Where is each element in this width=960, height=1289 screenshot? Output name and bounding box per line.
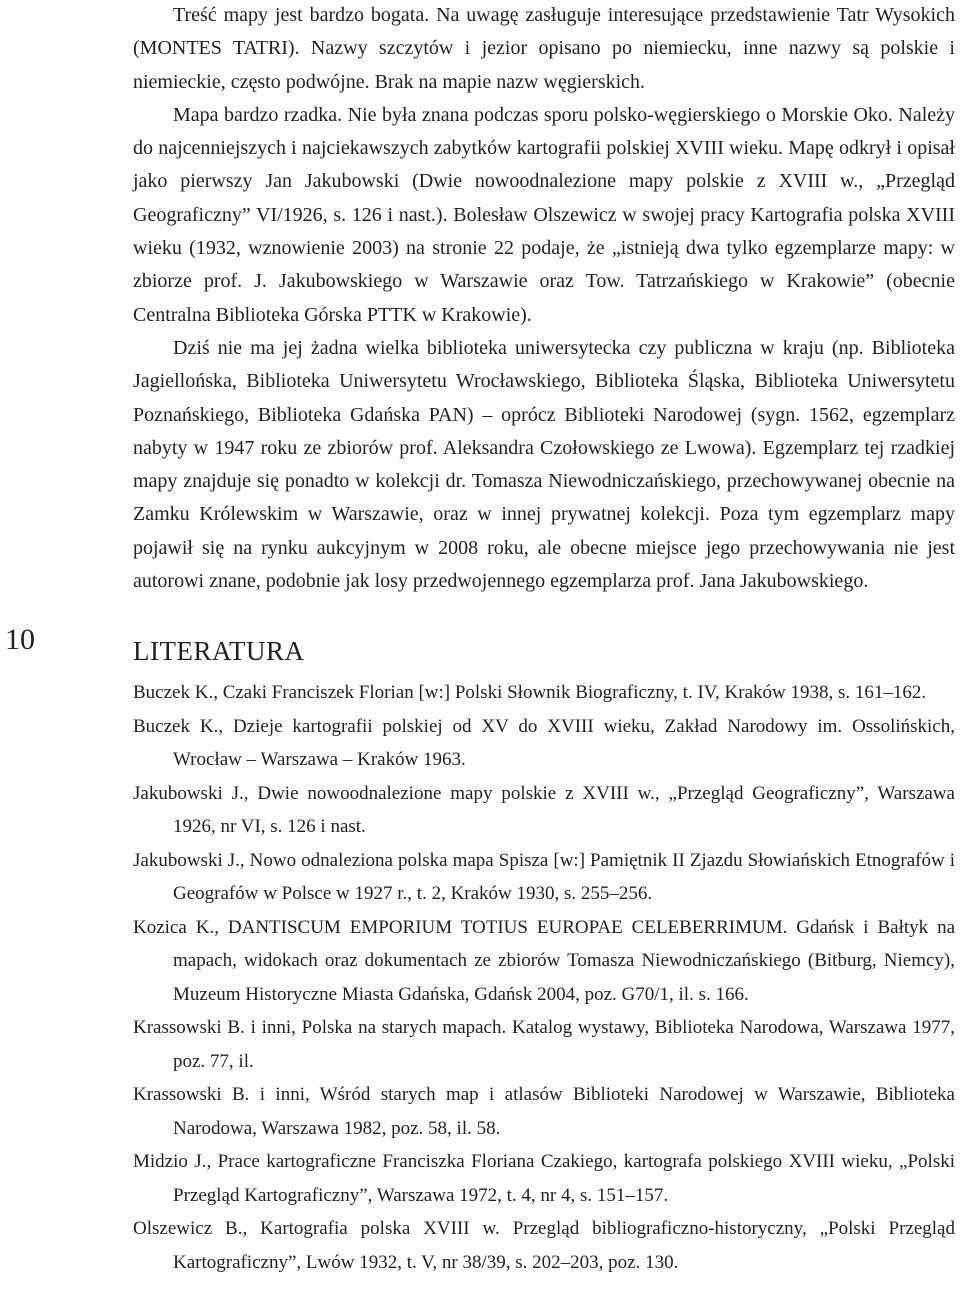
page-number: 10 (5, 623, 35, 656)
bibliography-entry: Jakubowski J., Dwie nowoodnalezione mapy polskie z XVIII w., „Przegląd Geograficzny”, Warszawa 1926, nr VI, s. 126 i nast. (133, 782, 955, 838)
body-paragraph: Dziś nie ma jej żadna wielka biblioteka uniwersytecka czy publiczna w kraju (np. Biblioteka Jagiellońska, Biblioteka Uniwersytetu Wrocławskiego, Biblioteka Śląska, Biblioteka Uniwersytetu Poznańskiego, Biblioteka Gdańska PAN) – oprócz Biblioteki Narodowej (sygn. 1562, egzemplarz nabyty w 1947 roku ze zbiorów prof. Aleksandra Czołowskiego ze Lwowa). Egzemplarz tej rzadkiej mapy znajduje się ponadto w kolekcji dr. Tomasza Niewodniczańskiego, przechowywanej obecnie na Zamku Królewskim w Warszawie, oraz w innej prywatnej kolekcji. Poza tym egzemplarz mapy pojawił się na rynku aukcyjnym w 2008 roku, ale obecne miejsce jego przechowywania nie jest autorowi znane, podobnie jak losy przedwojennego egzemplarza prof. Jana Jakubowskiego. (133, 336, 955, 593)
bibliography-entry: Midzio J., Prace kartograficzne Franciszka Floriana Czakiego, kartografa polskiego XVIII wieku, „Polski Przegląd Kartograficzny”, Warszawa 1972, t. 4, nr 4, s. 151–157. (133, 1151, 955, 1206)
bibliography-entry: Jakubowski J., Nowo odnaleziona polska mapa Spisza [w:] Pamiętnik II Zjazdu Słowiańskich Etnografów i Geografów w Polsce w 1927 r., t. 2, Kraków 1930, s. 255–256. (133, 849, 955, 905)
bibliography-entry: Buczek K., Czaki Franciszek Florian [w:] Polski Słownik Biograficzny, t. IV, Kraków 1938, s. 161–162. (133, 682, 927, 704)
bibliography-entry: Buczek K., Dzieje kartografii polskiej od XV do XVIII wieku, Zakład Narodowy im. Ossolińskich, Wrocław – Warszawa – Kraków 1963. (133, 715, 955, 771)
bibliography-entry: Kozica K., DANTISCUM EMPORIUM TOTIUS EUROPAE CELEBERRIMUM. Gdańsk i Bałtyk na mapach, widokach oraz dokumentach ze zbiorów Tomasza Niewodniczańskiego (Bitburg, Niemcy), Muzeum Historyczne Miasta Gdańska, Gdańsk 2004, poz. G70/1, il. s. 166. (133, 916, 955, 1005)
bibliography-entry: Krassowski B. i inni, Wśród starych map i atlasów Biblioteki Narodowej w Warszawie, Biblioteka Narodowa, Warszawa 1982, poz. 58, il. 58. (133, 1084, 955, 1139)
bibliography-entry: Olszewicz B., Kartografia polska XVIII w. Przegląd bibliograficzno-historyczny, „Polski Przegląd Kartograficzny”, Lwów 1932, t. V, nr 38/39, s. 202–203, poz. 130. (133, 1218, 955, 1273)
section-heading: LITERATURA (133, 636, 305, 667)
text-column (133, 0, 955, 1279)
bibliography-list (133, 676, 955, 1279)
body-paragraph: Mapa bardzo rzadka. Nie była znana podczas sporu polsko-węgierskiego o Morskie Oko. Należy do najcenniejszych i najciekawszych zabytków kartografii polskiej XVIII wieku. Mapę odkrył i opisał jako pierwszy Jan Jakubowski (Dwie nowoodnalezione mapy polskie z XVIII w., „Przegląd Geograficzny” VI/1926, s. 126 i nast.). Bolesław Olszewicz w swojej pracy Kartografia polska XVIII wieku (1932, wznowienie 2003) na stronie 22 podaje, że „istnieją dwa tylko egzemplarze mapy: w zbiorze prof. J. Jakubowskiego w Warszawie oraz Tow. Tatrzańskiego w Krakowie” (obecnie Centralna Biblioteka Górska PTTK w Krakowie). (133, 103, 955, 326)
body-paragraph: Treść mapy jest bardzo bogata. Na uwagę zasługuje interesujące przedstawienie Tatr Wysokich (MONTES TATRI). Nazwy szczytów i jezior opisano po niemiecku, inne nazwy są polskie i niemieckie, często podwójne. Brak na mapie nazw węgierskich. (133, 4, 955, 93)
bibliography-entry: Krassowski B. i inni, Polska na starych mapach. Katalog wystawy, Biblioteka Narodowa, Warszawa 1977, poz. 77, il. (133, 1017, 955, 1072)
